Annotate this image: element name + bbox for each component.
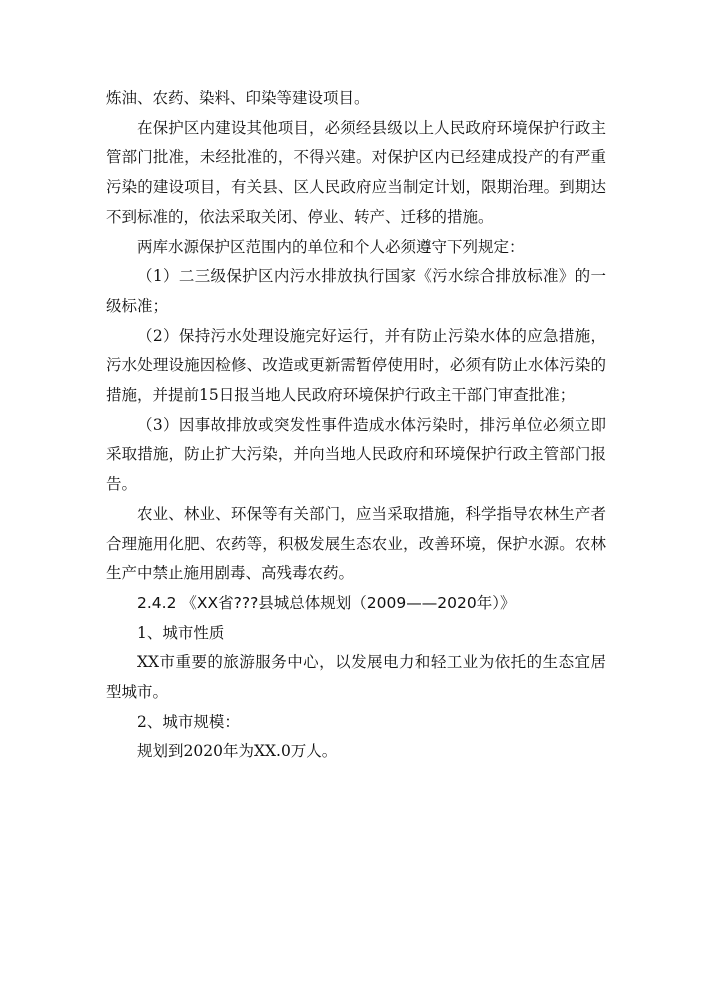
subsection-body-1: XX市重要的旅游服务中心，以发展电力和轻工业为依托的生态宜居型城市。 xyxy=(106,653,606,702)
document-body xyxy=(106,84,606,767)
paragraph-1: 炼油、农药、染料、印染等建设项目。 xyxy=(106,89,370,107)
section-number: 2.4.2 xyxy=(137,593,177,612)
subsection-heading-2: 2、城市规模： xyxy=(137,712,240,731)
subsection-heading-1: 1、城市性质 xyxy=(137,623,225,642)
paragraph-4: （1）二三级保护区内污水排放执行国家《污水综合排放标准》的一级标准； xyxy=(106,267,606,315)
paragraph-3: 两库水源保护区范围内的单位和个人必须遵守下列规定： xyxy=(137,237,525,256)
subsection-body-2: 规划到2020年为XX.0万人。 xyxy=(137,742,338,761)
paragraph-2: 在保护区内建设其他项目，必须经县级以上人民政府环境保护行政主管部门批准，未经批准的，不得兴建。对保护区内已经建成投产的有严重污染的建设项目，有关县、区人民政府应当制定计划，限期治理。到期达不到标准的，依法采取关闭、停业、转产、迁移的措施。 xyxy=(106,118,606,226)
section-title: 《XX省???县城总体规划（2009——2020年）》 xyxy=(181,593,516,612)
section-heading xyxy=(106,589,606,619)
paragraph-6: （3）因事故排放或突发性事件造成水体污染时，排污单位必须立即采取措施，防止扩大污染，并向当地人民政府和环境保护行政主管部门报告。 xyxy=(106,415,606,494)
paragraph-5: （2）保持污水处理设施完好运行，并有防止污染水体的应急措施，污水处理设施因检修、改造或更新需暂停使用时，必须有防止水体污染的措施，并提前15日报当地人民政府环境保护行政主干部门审查批准； xyxy=(106,326,606,405)
paragraph-7: 农业、林业、环保等有关部门，应当采取措施，科学指导农林生产者合理施用化肥、农药等，积极发展生态农业，改善环境，保护水源。农林生产中禁止施用剧毒、高残毒农药。 xyxy=(106,504,606,583)
